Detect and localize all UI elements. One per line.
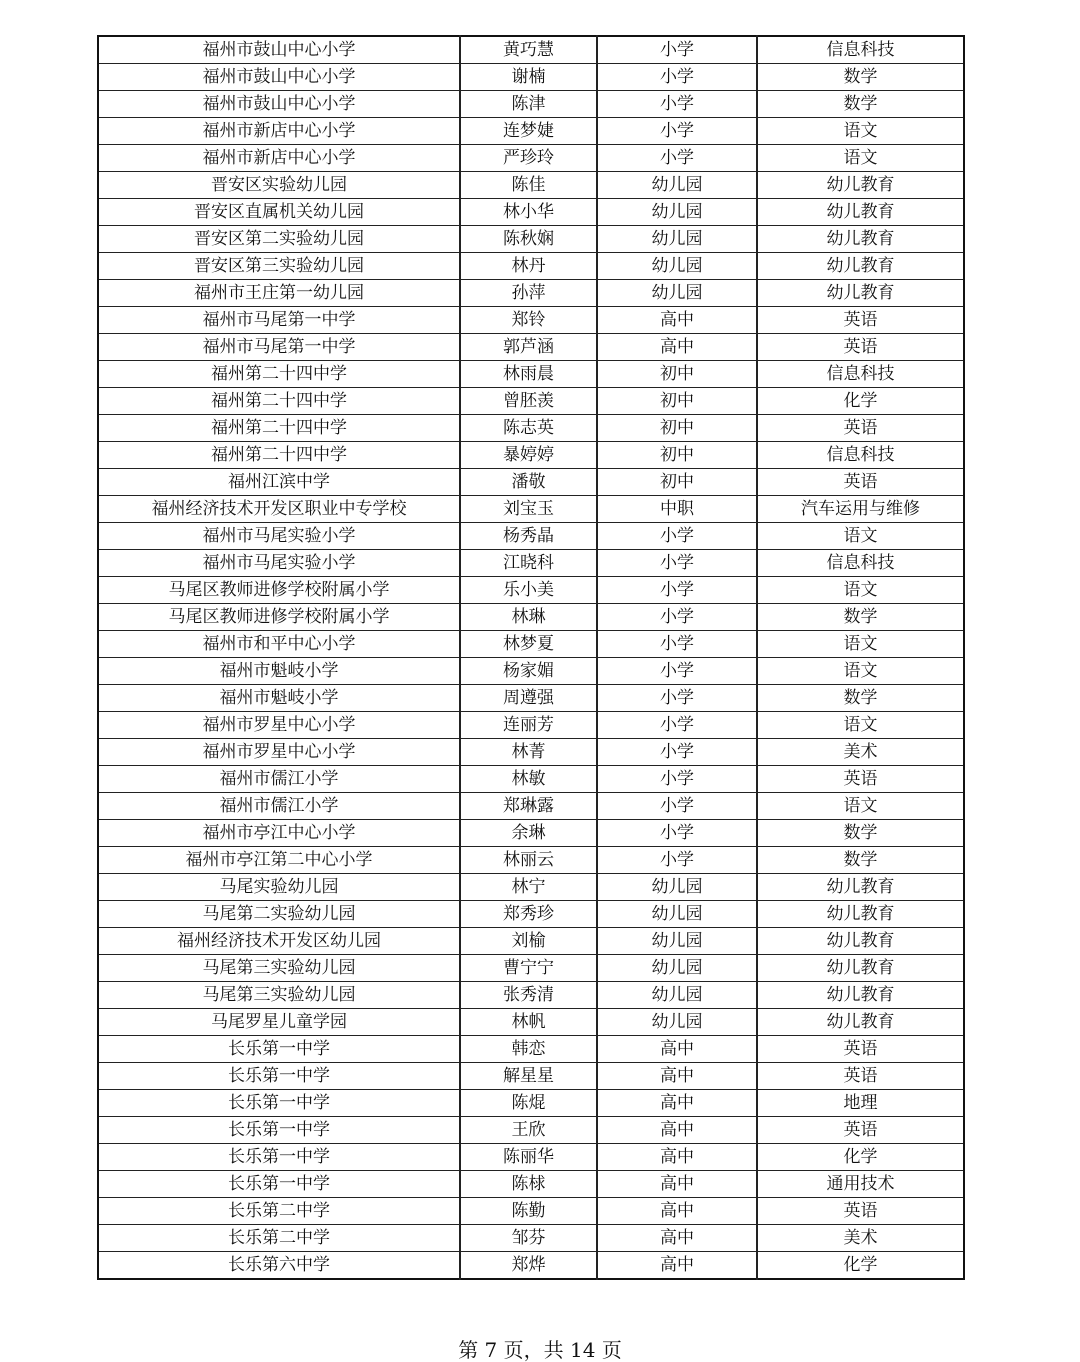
roster-table-body (98, 36, 964, 1279)
cell-name: 郭芦涵 (460, 334, 597, 361)
cell-level: 高中 (597, 1063, 757, 1090)
cell-school: 福州市鼓山中心小学 (98, 91, 460, 118)
cell-school: 长乐第一中学 (98, 1036, 460, 1063)
cell-subject: 数学 (757, 91, 964, 118)
cell-subject: 语文 (757, 631, 964, 658)
cell-level: 高中 (597, 1252, 757, 1280)
cell-subject: 英语 (757, 334, 964, 361)
cell-school: 福州市魁岐小学 (98, 685, 460, 712)
cell-level: 中职 (597, 496, 757, 523)
teacher-roster-table (97, 35, 965, 1280)
table-row (98, 1090, 964, 1117)
cell-level: 幼儿园 (597, 226, 757, 253)
cell-level: 高中 (597, 1036, 757, 1063)
cell-subject: 幼儿教育 (757, 982, 964, 1009)
cell-subject: 幼儿教育 (757, 928, 964, 955)
cell-school: 福州第二十四中学 (98, 442, 460, 469)
cell-name: 林菁 (460, 739, 597, 766)
cell-school: 福州市鼓山中心小学 (98, 36, 460, 64)
table-row (98, 1144, 964, 1171)
footer-total-pages: 14 (570, 1338, 596, 1362)
cell-name: 林帆 (460, 1009, 597, 1036)
table-row (98, 172, 964, 199)
cell-name: 乐小美 (460, 577, 597, 604)
cell-name: 林敏 (460, 766, 597, 793)
cell-school: 福州市罗星中心小学 (98, 739, 460, 766)
table-row (98, 739, 964, 766)
table-row (98, 199, 964, 226)
cell-school: 长乐第一中学 (98, 1171, 460, 1198)
cell-level: 初中 (597, 388, 757, 415)
cell-name: 陈志英 (460, 415, 597, 442)
cell-school: 福州市鼓山中心小学 (98, 64, 460, 91)
cell-name: 邹芬 (460, 1225, 597, 1252)
cell-level: 初中 (597, 415, 757, 442)
cell-name: 陈焜 (460, 1090, 597, 1117)
cell-school: 福州市罗星中心小学 (98, 712, 460, 739)
cell-school: 福州市儒江小学 (98, 793, 460, 820)
cell-school: 福州市和平中心小学 (98, 631, 460, 658)
cell-subject: 数学 (757, 64, 964, 91)
table-row (98, 766, 964, 793)
cell-school: 长乐第六中学 (98, 1252, 460, 1280)
cell-name: 林雨晨 (460, 361, 597, 388)
cell-level: 小学 (597, 604, 757, 631)
cell-school: 晋安区第三实验幼儿园 (98, 253, 460, 280)
cell-level: 幼儿园 (597, 928, 757, 955)
cell-level: 小学 (597, 658, 757, 685)
cell-level: 小学 (597, 577, 757, 604)
cell-subject: 信息科技 (757, 442, 964, 469)
cell-level: 高中 (597, 1090, 757, 1117)
cell-school: 福州经济技术开发区职业中专学校 (98, 496, 460, 523)
table-row (98, 793, 964, 820)
cell-school: 福州市马尾实验小学 (98, 523, 460, 550)
cell-subject: 英语 (757, 1063, 964, 1090)
cell-subject: 数学 (757, 604, 964, 631)
cell-school: 马尾实验幼儿园 (98, 874, 460, 901)
cell-school: 福州第二十四中学 (98, 388, 460, 415)
cell-school: 晋安区实验幼儿园 (98, 172, 460, 199)
cell-name: 周遵强 (460, 685, 597, 712)
cell-subject: 汽车运用与维修 (757, 496, 964, 523)
cell-level: 小学 (597, 36, 757, 64)
cell-level: 小学 (597, 145, 757, 172)
cell-level: 小学 (597, 712, 757, 739)
cell-subject: 数学 (757, 685, 964, 712)
cell-school: 长乐第二中学 (98, 1225, 460, 1252)
table-row (98, 955, 964, 982)
cell-school: 福州第二十四中学 (98, 415, 460, 442)
cell-school: 福州市儒江小学 (98, 766, 460, 793)
cell-school: 福州市魁岐小学 (98, 658, 460, 685)
table-row (98, 64, 964, 91)
table-row (98, 847, 964, 874)
cell-subject: 语文 (757, 577, 964, 604)
cell-school: 长乐第一中学 (98, 1063, 460, 1090)
cell-name: 林丹 (460, 253, 597, 280)
cell-name: 连丽芳 (460, 712, 597, 739)
cell-name: 林梦夏 (460, 631, 597, 658)
cell-subject: 幼儿教育 (757, 199, 964, 226)
cell-school: 马尾第三实验幼儿园 (98, 955, 460, 982)
table-row (98, 91, 964, 118)
cell-name: 陈勤 (460, 1198, 597, 1225)
cell-subject: 幼儿教育 (757, 226, 964, 253)
table-row (98, 1171, 964, 1198)
cell-name: 陈津 (460, 91, 597, 118)
cell-subject: 化学 (757, 388, 964, 415)
cell-school: 长乐第二中学 (98, 1198, 460, 1225)
cell-level: 小学 (597, 820, 757, 847)
cell-subject: 数学 (757, 820, 964, 847)
table-row (98, 496, 964, 523)
cell-subject: 通用技术 (757, 1171, 964, 1198)
table-row (98, 334, 964, 361)
cell-subject: 英语 (757, 1036, 964, 1063)
cell-subject: 幼儿教育 (757, 901, 964, 928)
table-row (98, 820, 964, 847)
cell-subject: 美术 (757, 739, 964, 766)
cell-school: 福州市王庄第一幼儿园 (98, 280, 460, 307)
cell-name: 解星星 (460, 1063, 597, 1090)
cell-level: 高中 (597, 307, 757, 334)
cell-subject: 幼儿教育 (757, 280, 964, 307)
cell-name: 陈佳 (460, 172, 597, 199)
cell-level: 小学 (597, 523, 757, 550)
cell-level: 初中 (597, 361, 757, 388)
cell-level: 小学 (597, 793, 757, 820)
cell-name: 刘宝玉 (460, 496, 597, 523)
cell-level: 小学 (597, 631, 757, 658)
cell-name: 王欣 (460, 1117, 597, 1144)
cell-name: 郑秀珍 (460, 901, 597, 928)
cell-school: 马尾第三实验幼儿园 (98, 982, 460, 1009)
cell-name: 陈秋娴 (460, 226, 597, 253)
table-row (98, 1009, 964, 1036)
cell-school: 长乐第一中学 (98, 1117, 460, 1144)
cell-level: 初中 (597, 442, 757, 469)
cell-name: 郑铃 (460, 307, 597, 334)
cell-level: 高中 (597, 1171, 757, 1198)
cell-subject: 英语 (757, 1117, 964, 1144)
cell-name: 黄巧慧 (460, 36, 597, 64)
table-row (98, 361, 964, 388)
table-row (98, 36, 964, 64)
cell-level: 小学 (597, 550, 757, 577)
table-row (98, 874, 964, 901)
footer-middle: 页，共 (503, 1338, 564, 1362)
footer-current-page: 7 (484, 1338, 498, 1362)
cell-school: 福州江滨中学 (98, 469, 460, 496)
cell-school: 福州市亭江第二中心小学 (98, 847, 460, 874)
table-row (98, 226, 964, 253)
cell-name: 张秀清 (460, 982, 597, 1009)
cell-level: 小学 (597, 685, 757, 712)
cell-name: 孙萍 (460, 280, 597, 307)
cell-school: 福州市马尾第一中学 (98, 307, 460, 334)
cell-level: 初中 (597, 469, 757, 496)
table-row (98, 901, 964, 928)
cell-name: 曹宁宁 (460, 955, 597, 982)
cell-name: 陈丽华 (460, 1144, 597, 1171)
cell-school: 福州市马尾第一中学 (98, 334, 460, 361)
cell-school: 福州市马尾实验小学 (98, 550, 460, 577)
cell-subject: 信息科技 (757, 36, 964, 64)
cell-subject: 信息科技 (757, 550, 964, 577)
table-row (98, 1225, 964, 1252)
cell-subject: 幼儿教育 (757, 1009, 964, 1036)
cell-level: 高中 (597, 334, 757, 361)
cell-level: 高中 (597, 1198, 757, 1225)
table-row (98, 1063, 964, 1090)
cell-name: 林小华 (460, 199, 597, 226)
cell-subject: 英语 (757, 415, 964, 442)
footer-prefix: 第 (458, 1338, 479, 1362)
table-row (98, 685, 964, 712)
cell-level: 幼儿园 (597, 280, 757, 307)
cell-school: 福州经济技术开发区幼儿园 (98, 928, 460, 955)
cell-level: 小学 (597, 118, 757, 145)
cell-level: 幼儿园 (597, 982, 757, 1009)
cell-subject: 地理 (757, 1090, 964, 1117)
cell-subject: 幼儿教育 (757, 955, 964, 982)
table-row (98, 118, 964, 145)
table-row (98, 658, 964, 685)
cell-name: 潘敬 (460, 469, 597, 496)
cell-subject: 幼儿教育 (757, 874, 964, 901)
table-row (98, 550, 964, 577)
cell-level: 小学 (597, 91, 757, 118)
table-row (98, 388, 964, 415)
cell-subject: 英语 (757, 469, 964, 496)
cell-name: 杨秀晶 (460, 523, 597, 550)
cell-subject: 英语 (757, 766, 964, 793)
table-row (98, 145, 964, 172)
cell-subject: 语文 (757, 145, 964, 172)
cell-level: 幼儿园 (597, 253, 757, 280)
table-row (98, 307, 964, 334)
cell-subject: 语文 (757, 118, 964, 145)
table-row (98, 523, 964, 550)
cell-subject: 化学 (757, 1144, 964, 1171)
cell-subject: 信息科技 (757, 361, 964, 388)
cell-school: 晋安区直属机关幼儿园 (98, 199, 460, 226)
table-row (98, 928, 964, 955)
cell-school: 马尾区教师进修学校附属小学 (98, 577, 460, 604)
cell-level: 高中 (597, 1225, 757, 1252)
cell-name: 谢楠 (460, 64, 597, 91)
cell-subject: 英语 (757, 1198, 964, 1225)
cell-level: 幼儿园 (597, 199, 757, 226)
table-row (98, 1036, 964, 1063)
cell-subject: 数学 (757, 847, 964, 874)
cell-level: 幼儿园 (597, 874, 757, 901)
cell-name: 杨家媚 (460, 658, 597, 685)
table-row (98, 442, 964, 469)
cell-name: 林丽云 (460, 847, 597, 874)
cell-name: 余琳 (460, 820, 597, 847)
cell-school: 长乐第一中学 (98, 1090, 460, 1117)
cell-level: 幼儿园 (597, 172, 757, 199)
table-row (98, 415, 964, 442)
cell-level: 小学 (597, 64, 757, 91)
cell-subject: 幼儿教育 (757, 253, 964, 280)
cell-school: 福州市亭江中心小学 (98, 820, 460, 847)
cell-name: 郑烨 (460, 1252, 597, 1280)
cell-name: 陈梂 (460, 1171, 597, 1198)
footer-suffix: 页 (601, 1338, 622, 1362)
cell-school: 福州第二十四中学 (98, 361, 460, 388)
table-row (98, 982, 964, 1009)
table-row (98, 253, 964, 280)
table-row (98, 631, 964, 658)
page-footer (0, 1338, 1080, 1362)
cell-level: 幼儿园 (597, 1009, 757, 1036)
table-row (98, 280, 964, 307)
cell-level: 小学 (597, 739, 757, 766)
table-row (98, 604, 964, 631)
cell-subject: 语文 (757, 523, 964, 550)
cell-name: 曾胚羡 (460, 388, 597, 415)
cell-level: 小学 (597, 847, 757, 874)
table-row (98, 577, 964, 604)
table-row (98, 1198, 964, 1225)
cell-level: 幼儿园 (597, 955, 757, 982)
cell-subject: 英语 (757, 307, 964, 334)
cell-name: 严珍玲 (460, 145, 597, 172)
cell-level: 幼儿园 (597, 901, 757, 928)
cell-subject: 化学 (757, 1252, 964, 1280)
table-row (98, 712, 964, 739)
cell-subject: 语文 (757, 712, 964, 739)
cell-name: 林宁 (460, 874, 597, 901)
cell-level: 高中 (597, 1144, 757, 1171)
cell-level: 高中 (597, 1117, 757, 1144)
table-row (98, 1252, 964, 1280)
cell-subject: 幼儿教育 (757, 172, 964, 199)
cell-school: 长乐第一中学 (98, 1144, 460, 1171)
table-row (98, 1117, 964, 1144)
cell-school: 福州市新店中心小学 (98, 118, 460, 145)
cell-school: 马尾罗星儿童学园 (98, 1009, 460, 1036)
cell-school: 马尾第二实验幼儿园 (98, 901, 460, 928)
cell-level: 小学 (597, 766, 757, 793)
cell-subject: 语文 (757, 658, 964, 685)
cell-name: 江晓科 (460, 550, 597, 577)
cell-school: 晋安区第二实验幼儿园 (98, 226, 460, 253)
cell-name: 刘榆 (460, 928, 597, 955)
cell-school: 福州市新店中心小学 (98, 145, 460, 172)
cell-name: 连梦婕 (460, 118, 597, 145)
cell-subject: 美术 (757, 1225, 964, 1252)
cell-subject: 语文 (757, 793, 964, 820)
cell-name: 郑琳露 (460, 793, 597, 820)
table-row (98, 469, 964, 496)
cell-name: 韩恋 (460, 1036, 597, 1063)
cell-name: 暴婷婷 (460, 442, 597, 469)
cell-name: 林琳 (460, 604, 597, 631)
cell-school: 马尾区教师进修学校附属小学 (98, 604, 460, 631)
